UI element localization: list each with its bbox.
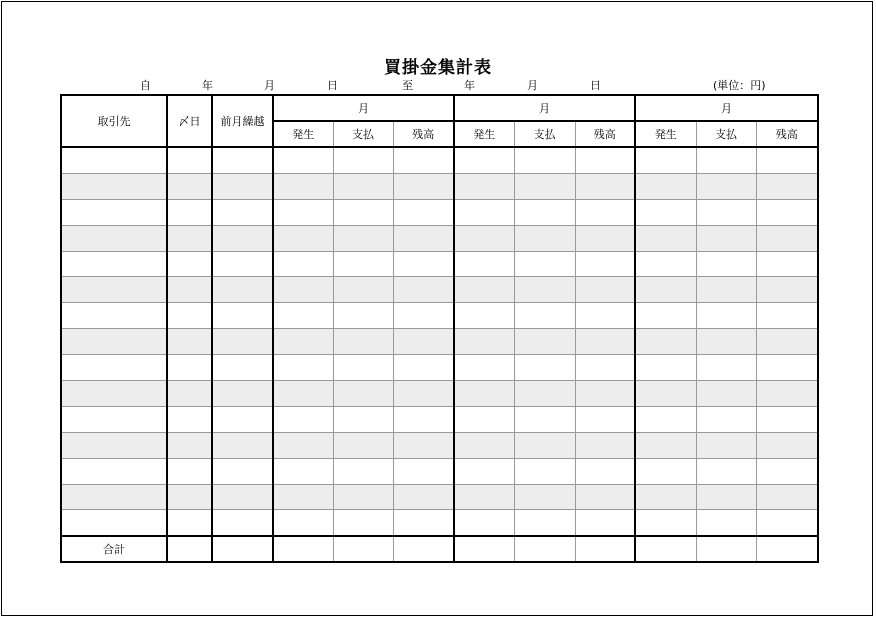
table-cell[interactable] xyxy=(575,381,635,407)
table-cell[interactable] xyxy=(575,406,635,432)
table-cell[interactable] xyxy=(61,484,167,510)
table-row xyxy=(61,277,818,303)
table-cell[interactable] xyxy=(273,406,333,432)
table-cell[interactable] xyxy=(696,277,756,303)
table-cell[interactable] xyxy=(635,303,696,329)
table-cell[interactable] xyxy=(514,458,575,484)
table-cell[interactable] xyxy=(575,355,635,381)
table-cell[interactable] xyxy=(61,329,167,355)
table-cell[interactable] xyxy=(514,432,575,458)
table-row xyxy=(61,510,818,536)
table-cell[interactable] xyxy=(514,406,575,432)
table-cell[interactable] xyxy=(575,199,635,225)
table-cell[interactable] xyxy=(167,355,212,381)
table-cell[interactable] xyxy=(514,251,575,277)
table-cell[interactable] xyxy=(696,303,756,329)
table-cell[interactable] xyxy=(61,251,167,277)
table-cell[interactable] xyxy=(167,510,212,536)
table-cell[interactable] xyxy=(635,406,696,432)
table-cell[interactable] xyxy=(212,381,273,407)
table-cell[interactable] xyxy=(273,173,333,199)
table-cell[interactable] xyxy=(454,406,514,432)
table-cell[interactable] xyxy=(575,173,635,199)
table-cell[interactable] xyxy=(454,173,514,199)
table-cell[interactable] xyxy=(212,329,273,355)
table-cell[interactable] xyxy=(635,277,696,303)
table-cell[interactable] xyxy=(696,225,756,251)
table-cell[interactable] xyxy=(333,147,393,173)
table-cell[interactable] xyxy=(756,277,818,303)
table-cell[interactable] xyxy=(61,355,167,381)
table-cell[interactable] xyxy=(393,381,454,407)
table-row xyxy=(61,303,818,329)
table-cell[interactable] xyxy=(696,329,756,355)
table-cell[interactable] xyxy=(393,147,454,173)
table-cell[interactable] xyxy=(756,147,818,173)
table-row xyxy=(61,432,818,458)
table-cell[interactable] xyxy=(61,277,167,303)
table-cell[interactable] xyxy=(273,381,333,407)
table-cell[interactable] xyxy=(696,147,756,173)
table-cell[interactable] xyxy=(212,432,273,458)
table-cell[interactable] xyxy=(514,303,575,329)
table-cell[interactable] xyxy=(756,510,818,536)
total-cell[interactable] xyxy=(167,536,212,562)
table-cell[interactable] xyxy=(514,225,575,251)
table-cell[interactable] xyxy=(575,147,635,173)
table-cell[interactable] xyxy=(393,329,454,355)
table-cell[interactable] xyxy=(756,355,818,381)
table-row xyxy=(61,458,818,484)
table-cell[interactable] xyxy=(273,251,333,277)
table-cell[interactable] xyxy=(393,484,454,510)
table-cell[interactable] xyxy=(635,225,696,251)
table-cell[interactable] xyxy=(696,173,756,199)
table-cell[interactable] xyxy=(167,277,212,303)
table-cell[interactable] xyxy=(635,355,696,381)
header-month-2: 月 xyxy=(454,95,635,121)
total-cell[interactable] xyxy=(635,536,696,562)
table-cell[interactable] xyxy=(575,303,635,329)
table-cell[interactable] xyxy=(393,355,454,381)
header-occurred: 発生 xyxy=(273,121,333,147)
total-cell[interactable] xyxy=(756,536,818,562)
table-row xyxy=(61,173,818,199)
table-cell[interactable] xyxy=(454,329,514,355)
table-cell[interactable] xyxy=(696,458,756,484)
table-cell[interactable] xyxy=(212,251,273,277)
table-cell[interactable] xyxy=(333,484,393,510)
table-row xyxy=(61,225,818,251)
table-cell[interactable] xyxy=(273,510,333,536)
table-cell[interactable] xyxy=(212,510,273,536)
table-cell[interactable] xyxy=(333,406,393,432)
table-cell[interactable] xyxy=(575,458,635,484)
table-cell[interactable] xyxy=(756,406,818,432)
table-cell[interactable] xyxy=(212,484,273,510)
table-cell[interactable] xyxy=(212,355,273,381)
table-cell[interactable] xyxy=(167,432,212,458)
table-cell[interactable] xyxy=(167,406,212,432)
table-cell[interactable] xyxy=(167,484,212,510)
table-cell[interactable] xyxy=(635,458,696,484)
table-cell[interactable] xyxy=(454,381,514,407)
table-cell[interactable] xyxy=(635,147,696,173)
table-cell[interactable] xyxy=(333,199,393,225)
table-cell[interactable] xyxy=(393,303,454,329)
total-cell[interactable] xyxy=(514,536,575,562)
table-cell[interactable] xyxy=(273,355,333,381)
table-cell[interactable] xyxy=(514,173,575,199)
table-cell[interactable] xyxy=(61,432,167,458)
table-cell[interactable] xyxy=(635,510,696,536)
table-cell[interactable] xyxy=(454,510,514,536)
table-cell[interactable] xyxy=(61,199,167,225)
table-cell[interactable] xyxy=(756,173,818,199)
to-day-label: 日 xyxy=(590,79,601,92)
table-cell[interactable] xyxy=(454,303,514,329)
table-cell[interactable] xyxy=(635,484,696,510)
table-cell[interactable] xyxy=(167,173,212,199)
table-cell[interactable] xyxy=(393,458,454,484)
table-cell[interactable] xyxy=(212,406,273,432)
table-cell[interactable] xyxy=(696,251,756,277)
document-title: 買掛金集計表 xyxy=(384,58,492,78)
table-cell[interactable] xyxy=(635,381,696,407)
header-occurred: 発生 xyxy=(635,121,696,147)
table-cell[interactable] xyxy=(333,329,393,355)
table-cell[interactable] xyxy=(514,329,575,355)
table-cell[interactable] xyxy=(575,484,635,510)
total-label: 合計 xyxy=(61,536,167,562)
table-cell[interactable] xyxy=(756,225,818,251)
table-cell[interactable] xyxy=(454,484,514,510)
from-label: 自 xyxy=(140,79,151,92)
table-cell[interactable] xyxy=(333,173,393,199)
table-cell[interactable] xyxy=(167,147,212,173)
table-cell[interactable] xyxy=(393,199,454,225)
table-cell[interactable] xyxy=(514,510,575,536)
from-year-label: 年 xyxy=(202,79,213,92)
table-cell[interactable] xyxy=(61,173,167,199)
table-cell[interactable] xyxy=(333,432,393,458)
total-cell[interactable] xyxy=(393,536,454,562)
table-cell[interactable] xyxy=(167,199,212,225)
table-cell[interactable] xyxy=(212,199,273,225)
table-cell[interactable] xyxy=(696,484,756,510)
table-cell[interactable] xyxy=(635,432,696,458)
table-cell[interactable] xyxy=(273,199,333,225)
total-cell[interactable] xyxy=(696,536,756,562)
table-cell[interactable] xyxy=(61,458,167,484)
table-cell[interactable] xyxy=(167,458,212,484)
table-cell[interactable] xyxy=(393,173,454,199)
header-paid: 支払 xyxy=(514,121,575,147)
table-row xyxy=(61,406,818,432)
table-cell[interactable] xyxy=(696,406,756,432)
table-cell[interactable] xyxy=(393,277,454,303)
table-cell[interactable] xyxy=(393,406,454,432)
table-body xyxy=(61,147,818,536)
table-cell[interactable] xyxy=(333,510,393,536)
table-cell[interactable] xyxy=(333,251,393,277)
table-cell[interactable] xyxy=(212,277,273,303)
header-closing-day: 〆日 xyxy=(167,95,212,147)
table-cell[interactable] xyxy=(61,510,167,536)
table-cell[interactable] xyxy=(273,458,333,484)
total-cell[interactable] xyxy=(575,536,635,562)
table-cell[interactable] xyxy=(333,458,393,484)
from-month-label: 月 xyxy=(264,79,275,92)
table-cell[interactable] xyxy=(393,225,454,251)
table-cell[interactable] xyxy=(454,225,514,251)
total-cell[interactable] xyxy=(273,536,333,562)
table-cell[interactable] xyxy=(514,277,575,303)
table-cell[interactable] xyxy=(61,406,167,432)
table-cell[interactable] xyxy=(696,381,756,407)
table-cell[interactable] xyxy=(273,225,333,251)
table-cell[interactable] xyxy=(514,199,575,225)
table-cell[interactable] xyxy=(635,251,696,277)
table-cell[interactable] xyxy=(273,329,333,355)
table-cell[interactable] xyxy=(393,510,454,536)
table-cell[interactable] xyxy=(333,277,393,303)
header-paid: 支払 xyxy=(696,121,756,147)
total-cell[interactable] xyxy=(454,536,514,562)
table-cell[interactable] xyxy=(454,458,514,484)
unit-label: (単位：円) xyxy=(713,79,766,92)
header-paid: 支払 xyxy=(333,121,393,147)
table-cell[interactable] xyxy=(756,251,818,277)
header-month-3: 月 xyxy=(635,95,818,121)
table-cell[interactable] xyxy=(756,303,818,329)
table-cell[interactable] xyxy=(514,355,575,381)
total-cell[interactable] xyxy=(333,536,393,562)
table-cell[interactable] xyxy=(61,381,167,407)
table-cell[interactable] xyxy=(212,458,273,484)
table-cell[interactable] xyxy=(167,381,212,407)
header-client: 取引先 xyxy=(61,95,167,147)
table-row xyxy=(61,355,818,381)
table-cell[interactable] xyxy=(756,432,818,458)
table-cell[interactable] xyxy=(273,432,333,458)
payables-table xyxy=(60,94,819,563)
to-label: 至 xyxy=(402,79,413,92)
table-cell[interactable] xyxy=(167,303,212,329)
table-cell[interactable] xyxy=(756,329,818,355)
table-cell[interactable] xyxy=(167,329,212,355)
table-cell[interactable] xyxy=(635,173,696,199)
table-cell[interactable] xyxy=(575,251,635,277)
to-month-label: 月 xyxy=(527,79,538,92)
table-cell[interactable] xyxy=(167,225,212,251)
table-cell[interactable] xyxy=(212,147,273,173)
table-cell[interactable] xyxy=(575,510,635,536)
table-cell[interactable] xyxy=(635,199,696,225)
table-cell[interactable] xyxy=(575,329,635,355)
table-cell[interactable] xyxy=(514,381,575,407)
table-cell[interactable] xyxy=(696,510,756,536)
header-carryover: 前月繰越 xyxy=(212,95,273,147)
table-cell[interactable] xyxy=(273,303,333,329)
table-cell[interactable] xyxy=(273,484,333,510)
header-balance: 残高 xyxy=(393,121,454,147)
table-cell[interactable] xyxy=(333,225,393,251)
table-cell[interactable] xyxy=(61,147,167,173)
table-row xyxy=(61,484,818,510)
table-cell[interactable] xyxy=(454,277,514,303)
table-row xyxy=(61,381,818,407)
table-cell[interactable] xyxy=(696,432,756,458)
table-cell[interactable] xyxy=(273,147,333,173)
header-balance: 残高 xyxy=(575,121,635,147)
table-cell[interactable] xyxy=(393,251,454,277)
header-month-1: 月 xyxy=(273,95,454,121)
header-balance: 残高 xyxy=(756,121,818,147)
table-cell[interactable] xyxy=(756,381,818,407)
table-row xyxy=(61,251,818,277)
table-cell[interactable] xyxy=(575,225,635,251)
table-cell[interactable] xyxy=(696,355,756,381)
table-cell[interactable] xyxy=(756,484,818,510)
table-cell[interactable] xyxy=(756,458,818,484)
table-row xyxy=(61,329,818,355)
table-row xyxy=(61,147,818,173)
table-cell[interactable] xyxy=(635,329,696,355)
table-cell[interactable] xyxy=(333,355,393,381)
table-cell[interactable] xyxy=(696,199,756,225)
table-cell[interactable] xyxy=(212,303,273,329)
to-year-label: 年 xyxy=(464,79,475,92)
table-cell[interactable] xyxy=(333,381,393,407)
table-cell[interactable] xyxy=(273,277,333,303)
header-occurred: 発生 xyxy=(454,121,514,147)
table-cell[interactable] xyxy=(756,199,818,225)
table-cell[interactable] xyxy=(212,173,273,199)
table-cell[interactable] xyxy=(61,303,167,329)
table-cell[interactable] xyxy=(61,225,167,251)
table-cell[interactable] xyxy=(454,199,514,225)
table-cell[interactable] xyxy=(454,355,514,381)
table-cell[interactable] xyxy=(167,251,212,277)
table-cell[interactable] xyxy=(454,147,514,173)
table-cell[interactable] xyxy=(454,432,514,458)
table-cell[interactable] xyxy=(333,303,393,329)
table-cell[interactable] xyxy=(212,225,273,251)
table-row xyxy=(61,199,818,225)
table-cell[interactable] xyxy=(393,432,454,458)
total-cell[interactable] xyxy=(212,536,273,562)
table-cell[interactable] xyxy=(454,251,514,277)
table-cell[interactable] xyxy=(514,147,575,173)
table-cell[interactable] xyxy=(575,432,635,458)
from-day-label: 日 xyxy=(327,79,338,92)
table-cell[interactable] xyxy=(575,277,635,303)
table-cell[interactable] xyxy=(514,484,575,510)
